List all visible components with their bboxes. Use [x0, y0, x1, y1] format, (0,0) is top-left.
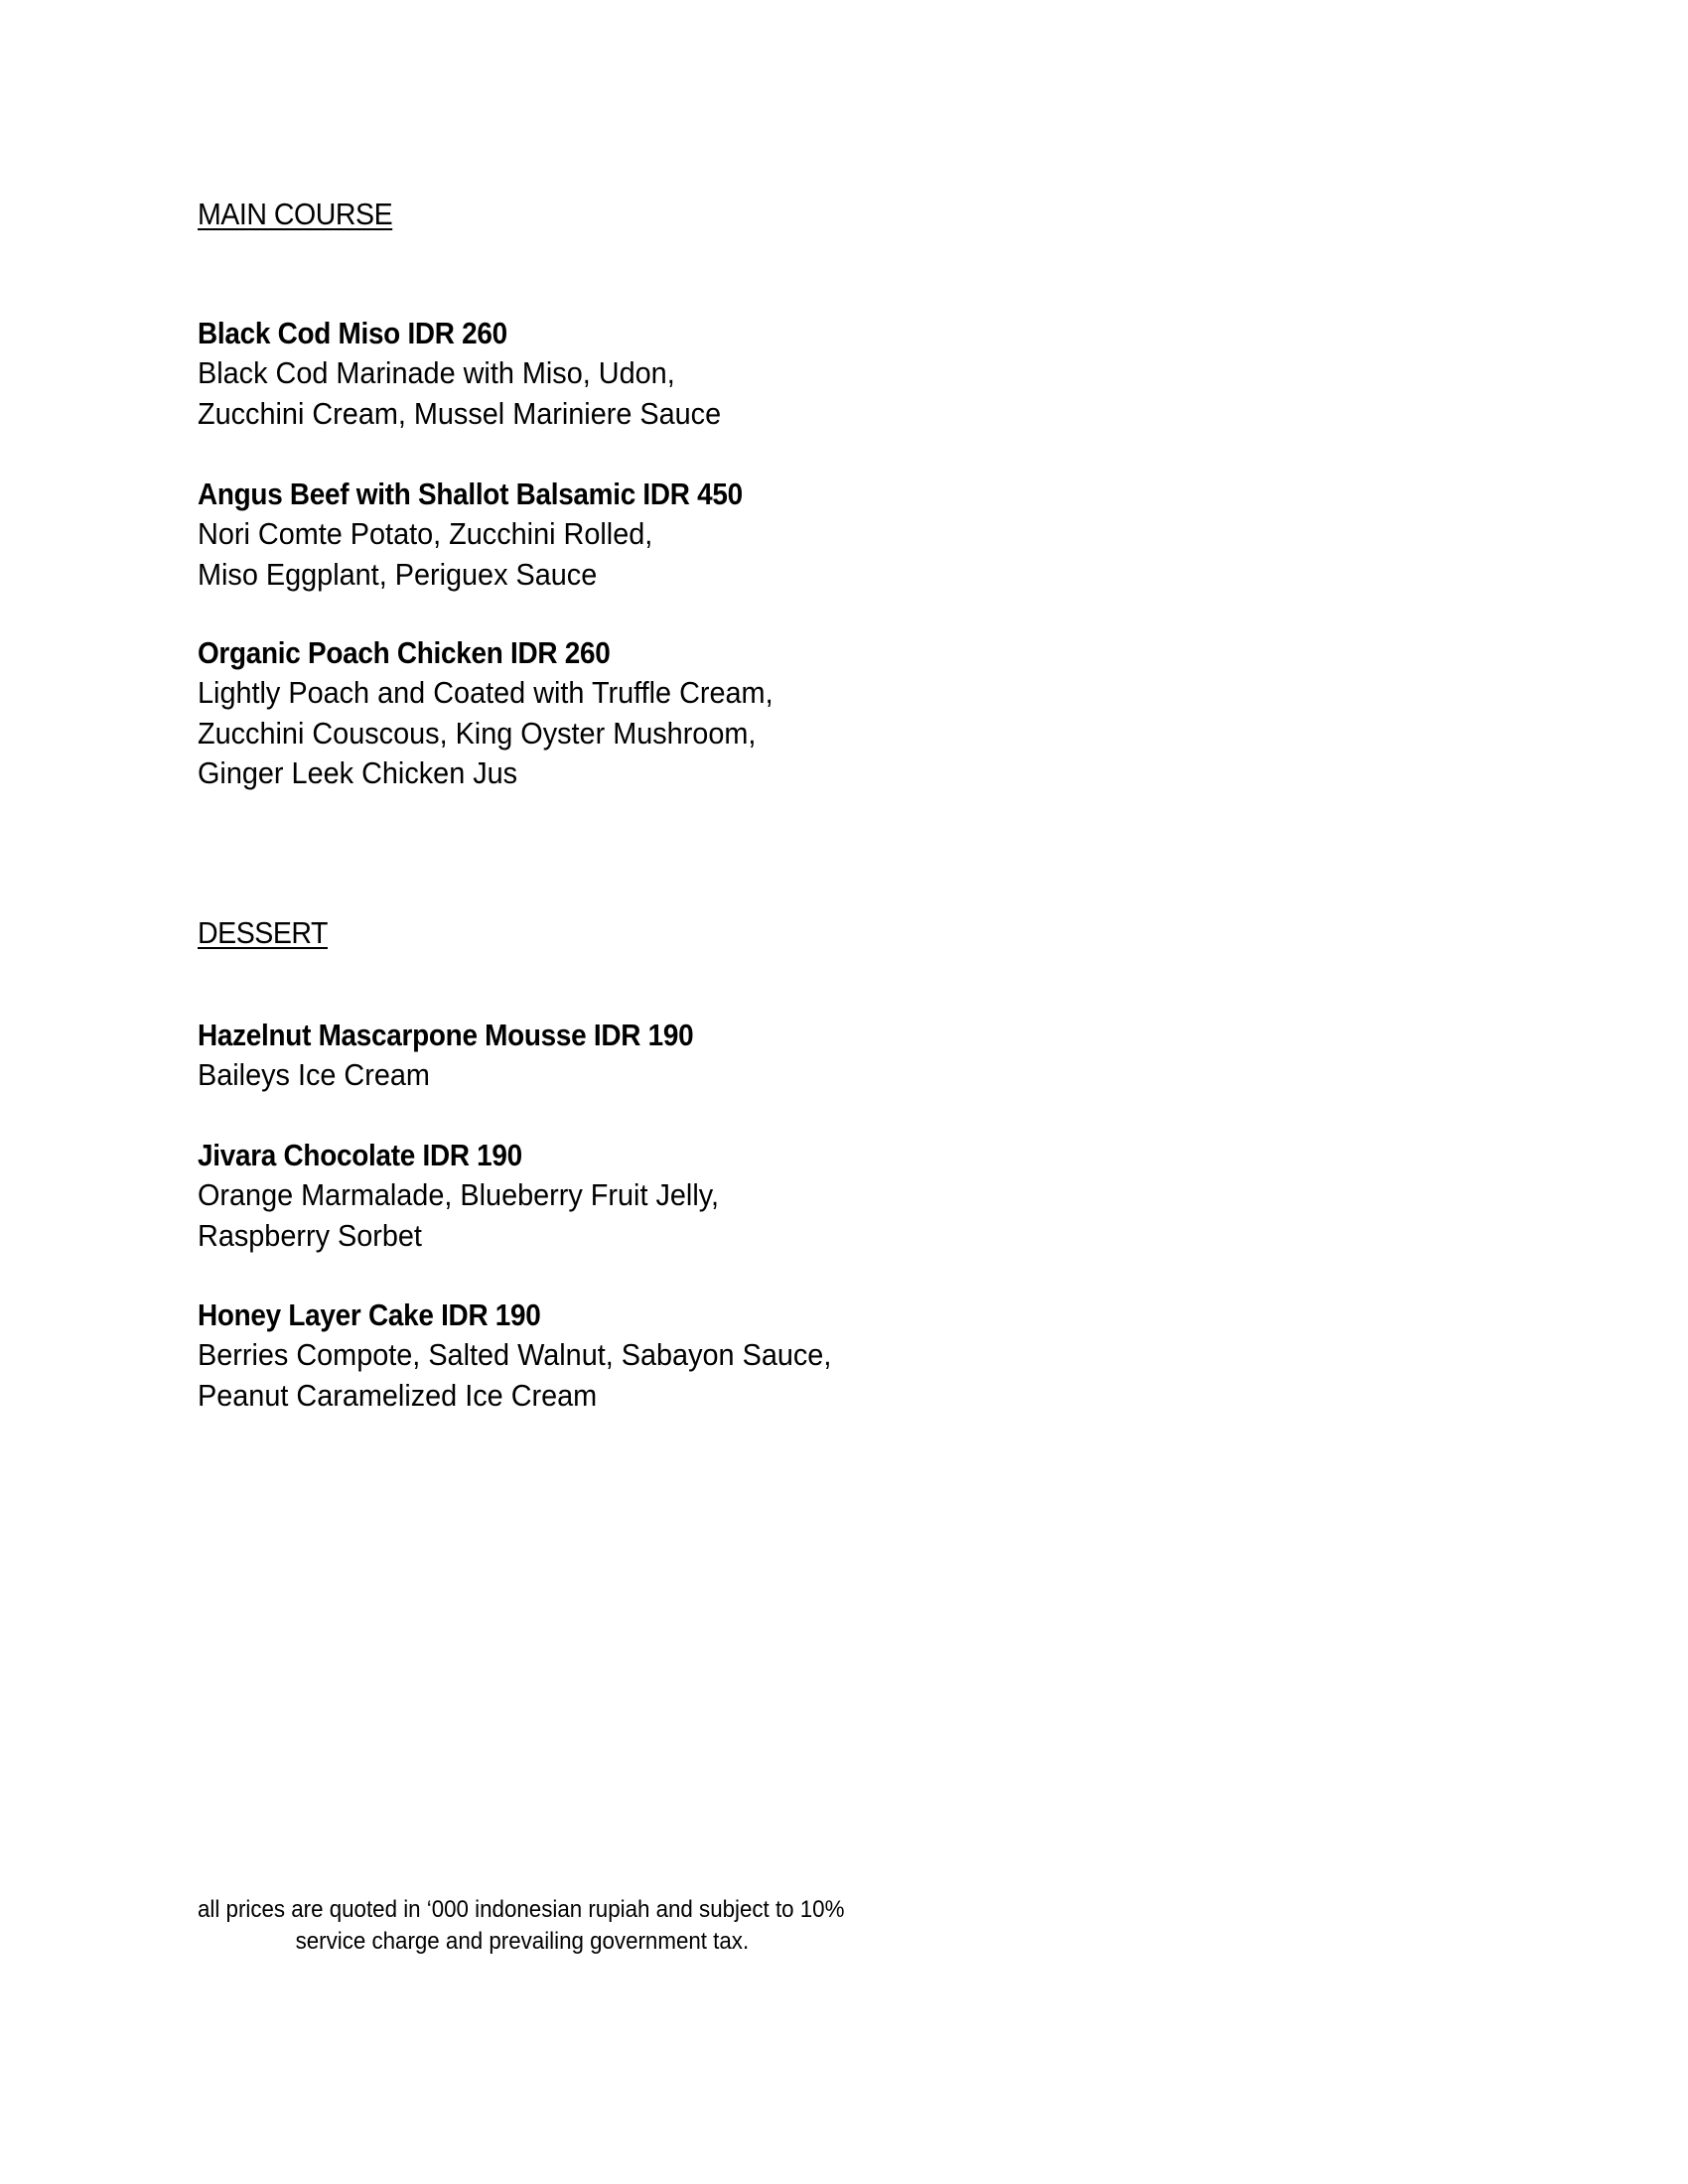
menu-item-description: Zucchini Couscous, King Oyster Mushroom, [198, 715, 757, 751]
menu-item-description: Baileys Ice Cream [198, 1057, 430, 1092]
menu-item-description: Zucchini Cream, Mussel Mariniere Sauce [198, 395, 722, 431]
menu-item-description: Peanut Caramelized Ice Cream [198, 1377, 598, 1413]
section-heading-dessert: DESSERT [198, 915, 328, 950]
menu-item-honey-layer-cake [198, 1296, 879, 1416]
menu-item-title: Organic Poach Chicken IDR 260 [198, 635, 611, 670]
menu-item-title: Hazelnut Mascarpone Mousse IDR 190 [198, 1018, 694, 1052]
price-disclaimer [198, 1894, 942, 1958]
menu-item-organic-poach-chicken [198, 633, 816, 794]
menu-item-description: Berries Compote, Salted Walnut, Sabayon Sauce, [198, 1337, 832, 1372]
menu-item-hazelnut-mascarpone-mousse [198, 1016, 749, 1096]
menu-item-title: Honey Layer Cake IDR 190 [198, 1297, 541, 1332]
menu-item-jivara-chocolate [198, 1136, 759, 1256]
menu-item-description: Orange Marmalade, Blueberry Fruit Jelly, [198, 1177, 720, 1212]
price-disclaimer-line-1: all prices are quoted in ‘000 indonesian rupiah and subject to 10% [198, 1896, 845, 1923]
price-disclaimer-line-2: service charge and prevailing government tax. [295, 1928, 750, 1955]
menu-item-title: Angus Beef with Shallot Balsamic IDR 450 [198, 477, 743, 511]
menu-item-title: Jivara Chocolate IDR 190 [198, 1138, 522, 1172]
menu-item-description: Lightly Poach and Coated with Truffle Cream, [198, 675, 774, 710]
menu-item-black-cod-miso [198, 314, 761, 434]
menu-item-description: Ginger Leek Chicken Jus [198, 755, 518, 790]
menu-item-title: Black Cod Miso IDR 260 [198, 316, 507, 350]
menu-item-description: Miso Eggplant, Periguex Sauce [198, 556, 598, 592]
menu-item-description: Nori Comte Potato, Zucchini Rolled, [198, 516, 653, 551]
section-heading-main-course: MAIN COURSE [198, 197, 393, 231]
menu-item-description: Raspberry Sorbet [198, 1217, 422, 1253]
menu-item-angus-beef [198, 475, 803, 595]
menu-item-description: Black Cod Marinade with Miso, Udon, [198, 355, 675, 390]
